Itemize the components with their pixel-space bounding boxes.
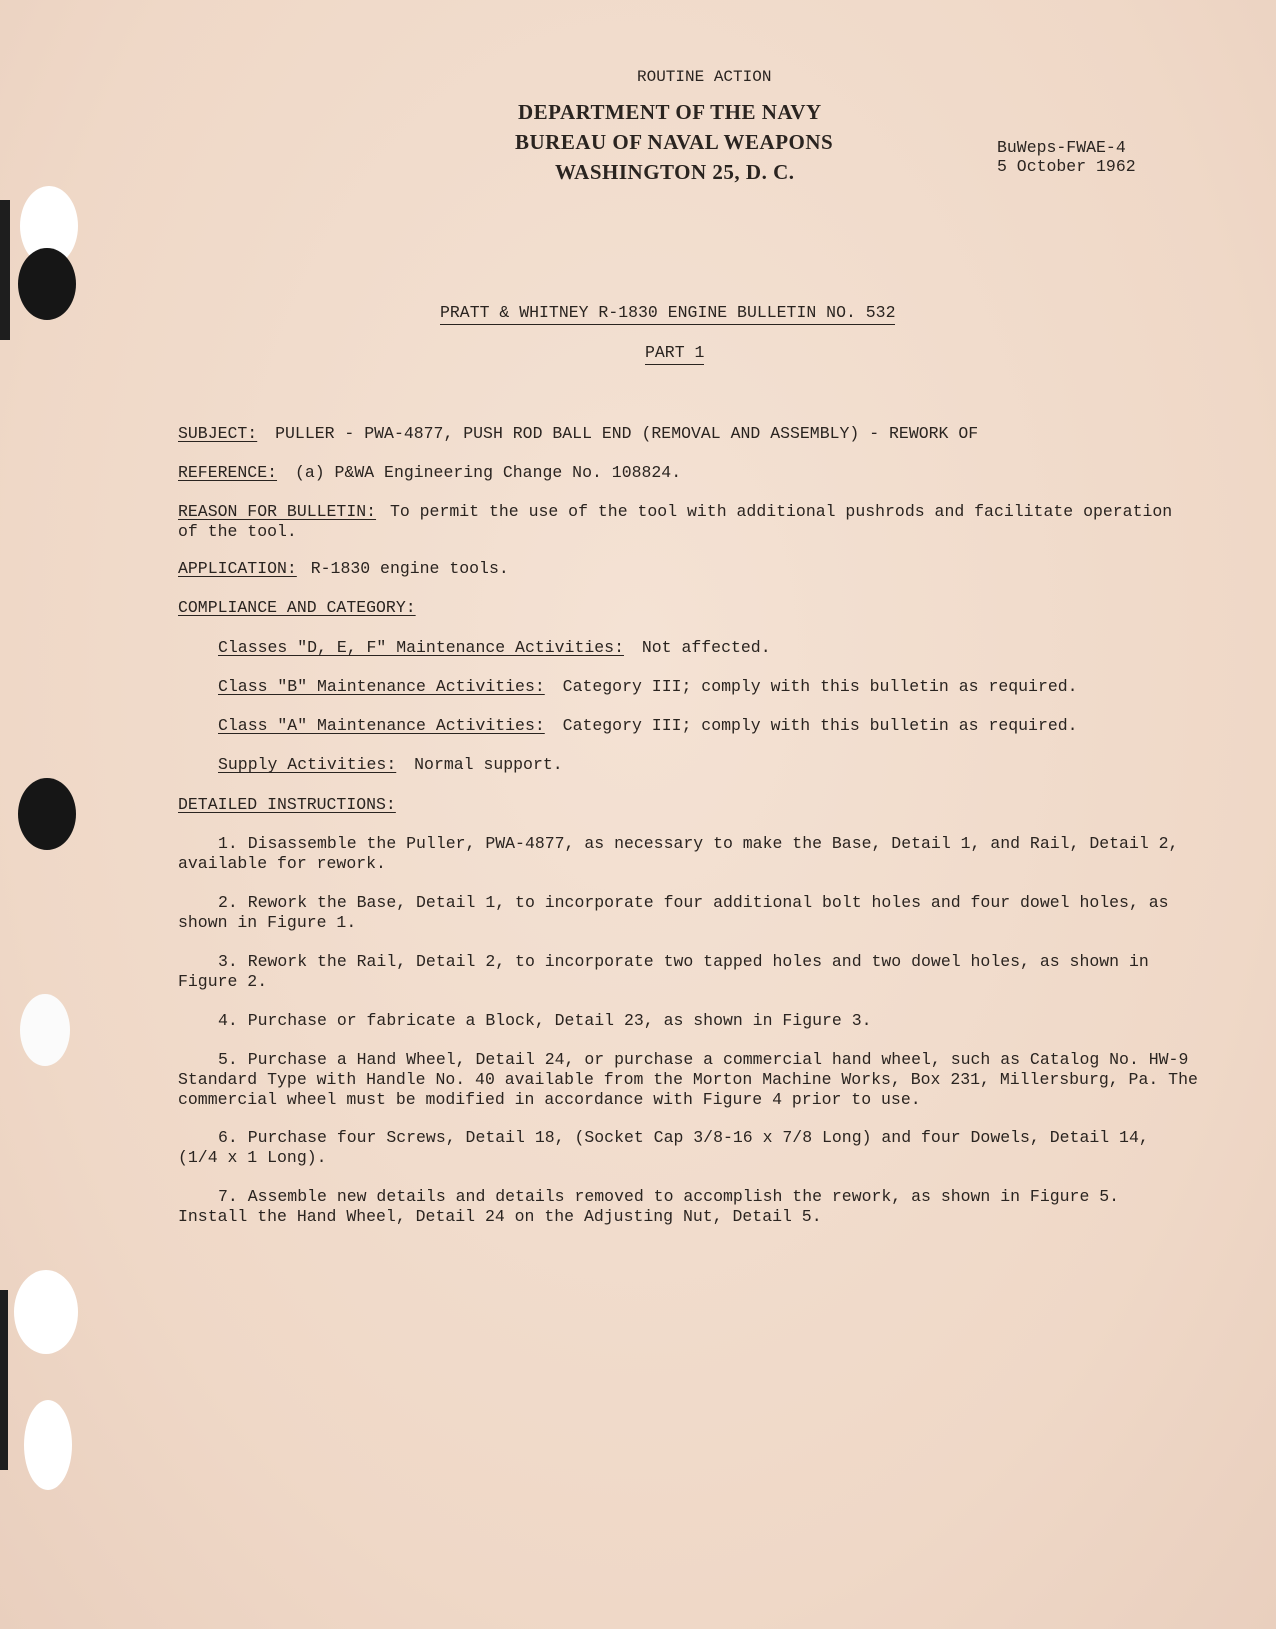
department-heading: DEPARTMENT OF THE NAVY [518, 100, 822, 124]
instruction-item: 2. Rework the Base, Detail 1, to incorporate four additional bolt holes and four dowel holes, as shown in Figure 1. [178, 893, 1169, 932]
instruction-item: 4. Purchase or fabricate a Block, Detail 23, as shown in Figure 3. [218, 1011, 872, 1030]
bureau-heading: BUREAU OF NAVAL WEAPONS [515, 130, 834, 154]
reason-text: To permit the use of the tool with additional pushrods and facilitate operation of the tool. [178, 502, 1173, 541]
subject-label: SUBJECT: [178, 424, 258, 443]
binder-hole [18, 778, 76, 850]
compliance-item-label: Class "A" Maintenance Activities: [218, 716, 545, 735]
subject-text: PULLER - PWA-4877, PUSH ROD BALL END (REMOVAL AND ASSEMBLY) - REWORK OF [275, 424, 979, 443]
compliance-item [218, 755, 563, 774]
document-date: 5 October 1962 [997, 157, 1136, 176]
routine-action-label: ROUTINE ACTION [637, 68, 772, 86]
paper-tear [20, 994, 70, 1066]
instruction-item: 1. Disassemble the Puller, PWA-4877, as necessary to make the Base, Detail 1, and Rail, Detail 2, available for rework. [178, 834, 1179, 873]
application-label: APPLICATION: [178, 559, 297, 578]
page-edge-shadow [0, 200, 10, 340]
paper-tear [14, 1270, 78, 1354]
binder-hole [18, 248, 76, 320]
compliance-item-label: Supply Activities: [218, 755, 397, 774]
reason-line [178, 502, 1198, 542]
compliance-item [218, 638, 771, 657]
application-line [178, 559, 509, 578]
application-text: R-1830 engine tools. [310, 559, 509, 578]
compliance-item-text: Normal support. [414, 755, 563, 774]
reference-text: (a) P&WA Engineering Change No. 108824. [294, 463, 682, 482]
reference-label: REFERENCE: [178, 463, 278, 482]
compliance-item [218, 716, 1078, 735]
compliance-label: COMPLIANCE AND CATEGORY: [178, 598, 416, 617]
reference-code: BuWeps-FWAE-4 [997, 138, 1126, 157]
compliance-item-text: Not affected. [641, 638, 771, 657]
compliance-item-label: Class "B" Maintenance Activities: [218, 677, 545, 696]
bulletin-title: PRATT & WHITNEY R-1830 ENGINE BULLETIN NO. 532 [440, 303, 895, 325]
paper-tear [24, 1400, 72, 1490]
compliance-item-text: Category III; comply with this bulletin as required. [562, 677, 1078, 696]
compliance-item [218, 677, 1078, 696]
city-heading: WASHINGTON 25, D. C. [555, 160, 795, 184]
bulletin-part: PART 1 [645, 343, 704, 365]
compliance-item-label: Classes "D, E, F" Maintenance Activities: [218, 638, 624, 657]
reference-line [178, 463, 681, 482]
reason-label: REASON FOR BULLETIN: [178, 502, 377, 521]
instruction-item: 6. Purchase four Screws, Detail 18, (Socket Cap 3/8-16 x 7/8 Long) and four Dowels, Detail 14, (1/4 x 1 Long). [178, 1128, 1149, 1167]
instruction-item: 5. Purchase a Hand Wheel, Detail 24, or purchase a commercial hand wheel, such as Catalog No. HW-9 Standard Type with Handle No. 40 available from the Morton Machine Works, Box 231, Millersburg, Pa. The commercial wheel must be modified in accordance with Figure 4 prior to use. [178, 1050, 1198, 1109]
compliance-item-text: Category III; comply with this bulletin as required. [562, 716, 1078, 735]
instructions-label: DETAILED INSTRUCTIONS: [178, 795, 396, 814]
subject-line [178, 424, 978, 443]
instruction-item: 7. Assemble new details and details removed to accomplish the rework, as shown in Figure 5. Install the Hand Wheel, Detail 24 on the Adjusting Nut, Detail 5. [178, 1187, 1120, 1226]
page-edge-shadow [0, 1290, 8, 1470]
instruction-item: 3. Rework the Rail, Detail 2, to incorporate two tapped holes and two dowel holes, as shown in Figure 2. [178, 952, 1149, 991]
